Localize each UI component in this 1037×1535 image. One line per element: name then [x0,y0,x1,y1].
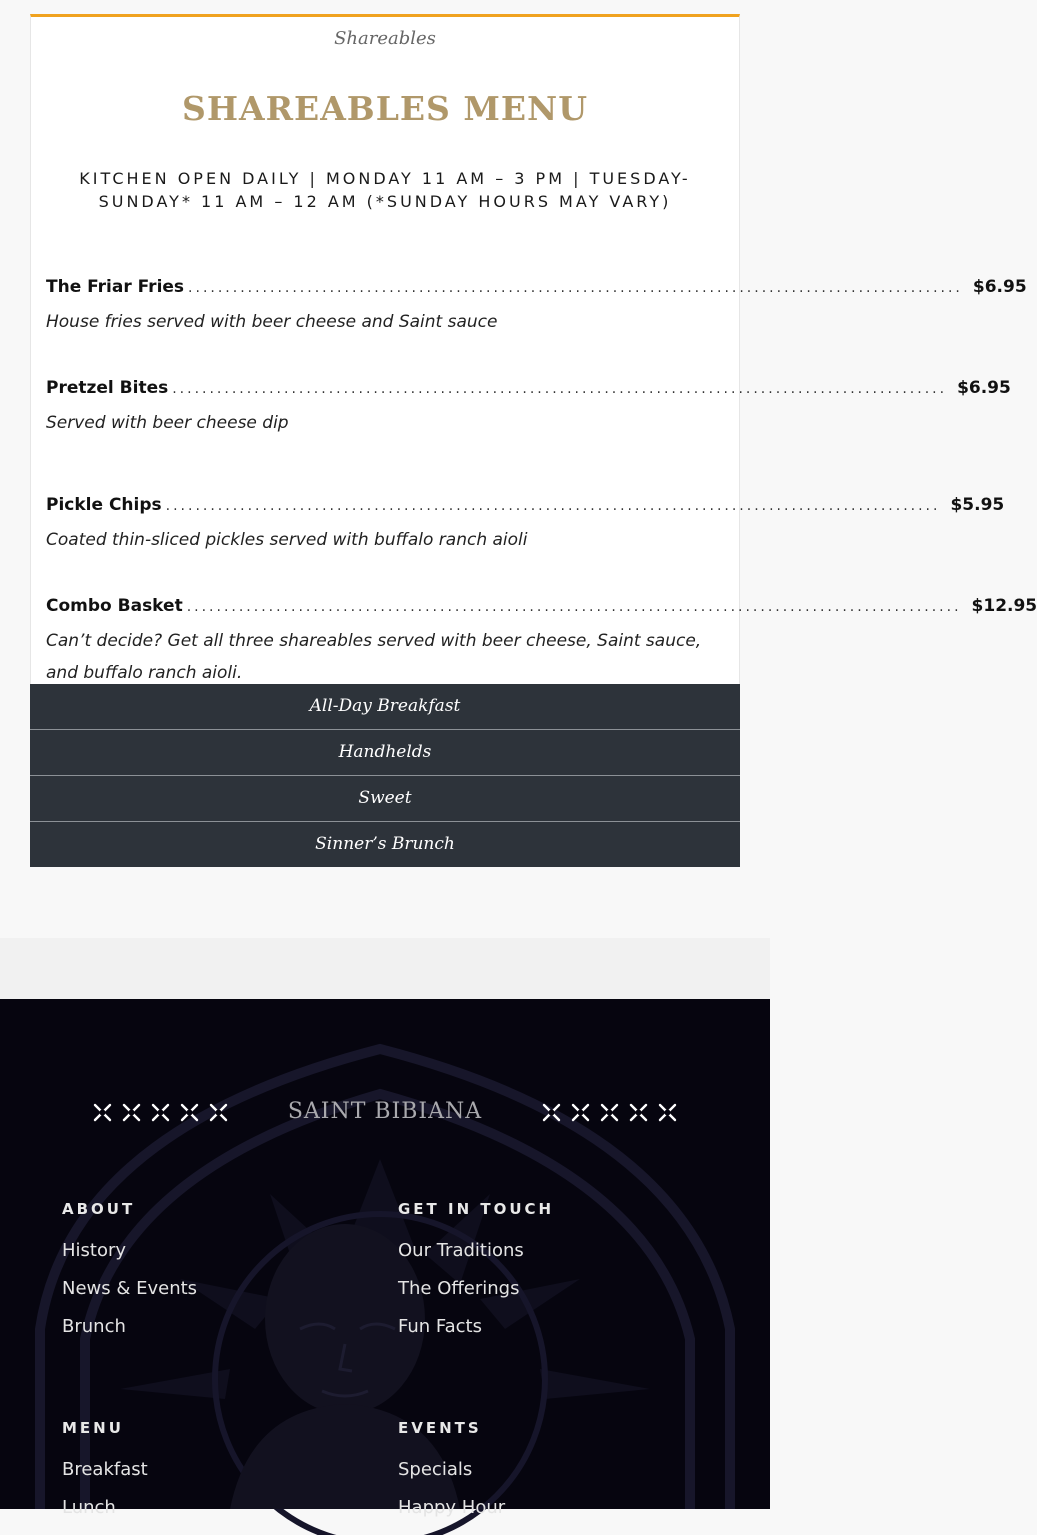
footer-column-events [398,1419,505,1535]
item-price: $6.95 [972,277,1027,297]
footer-heading: EVENTS [398,1419,482,1437]
item-description: Served with beer cheese dip [46,413,289,433]
section-divider-band [0,938,770,999]
footer-link-fun-facts[interactable]: Fun Facts [398,1316,482,1337]
dot-leader: ........................................................................................................ [165,498,941,514]
footer-link-breakfast[interactable]: Breakfast [62,1459,148,1480]
menu-item [46,378,1011,439]
item-price: $12.95 [971,596,1037,616]
item-name: The Friar Fries [46,277,185,297]
footer-link-happy-hour[interactable]: Happy Hour [398,1497,506,1518]
footer-brand-row [0,1099,770,1127]
category-tab-sinners-brunch[interactable]: Sinner’s Brunch [30,822,740,867]
item-price: $6.95 [957,378,1011,398]
footer-link-the-offerings[interactable]: The Offerings [398,1278,520,1299]
menu-title: SHAREABLES MENU [182,89,588,128]
footer-link-specials[interactable]: Specials [398,1459,473,1480]
item-name: Pickle Chips [46,495,162,515]
menu-item [46,596,1037,689]
dot-leader: ........................................................................................................ [188,280,963,296]
menu-panel [30,14,1037,727]
kitchen-hours: KITCHEN OPEN DAILY | MONDAY 11 AM – 3 PM | TUESDAY-SUNDAY* 11 AM – 12 AM (*SUNDAY HOURS MAY VARY) [79,169,691,211]
item-price: $5.95 [950,495,1005,515]
item-description: Coated thin-sliced pickles served with buffalo ranch aioli [46,530,528,550]
menu-item [46,495,1005,556]
footer-column-get-in-touch [398,1200,554,1354]
menu-category-list [30,684,740,867]
footer-link-history[interactable]: History [62,1240,127,1261]
menu-item [46,277,1027,338]
item-name: Pretzel Bites [46,378,169,398]
panel-tab-label[interactable]: Shareables [334,28,436,49]
item-name: Combo Basket [46,596,183,616]
footer-brand-logo[interactable]: SAINT BIBIANA [287,1099,483,1124]
item-description: Can’t decide? Get all three shareables served with beer cheese, Saint sauce, and buffalo ranch aioli. [46,631,702,683]
category-tab-handhelds[interactable]: Handhelds [30,730,740,776]
dot-leader: ........................................................................................................ [172,381,948,397]
footer-heading: MENU [62,1419,124,1437]
footer-link-lunch[interactable]: Lunch [62,1497,116,1518]
footer-heading: ABOUT [62,1200,136,1218]
item-description: House fries served with beer cheese and Saint sauce [46,312,498,332]
footer-link-news-events[interactable]: News & Events [62,1278,198,1299]
site-footer [0,999,770,1518]
category-tab-all-day-breakfast[interactable]: All-Day Breakfast [30,684,740,730]
menu-item-list [31,277,1037,689]
footer-link-our-traditions[interactable]: Our Traditions [398,1240,524,1261]
footer-heading: GET IN TOUCH [398,1200,555,1218]
footer-column-about [62,1200,197,1354]
category-tab-sweet[interactable]: Sweet [30,776,740,822]
dot-leader: ........................................................................................................ [186,599,962,615]
footer-column-menu [62,1419,148,1535]
footer-link-brunch[interactable]: Brunch [62,1316,126,1337]
cross-ornament-icon [541,1102,679,1124]
